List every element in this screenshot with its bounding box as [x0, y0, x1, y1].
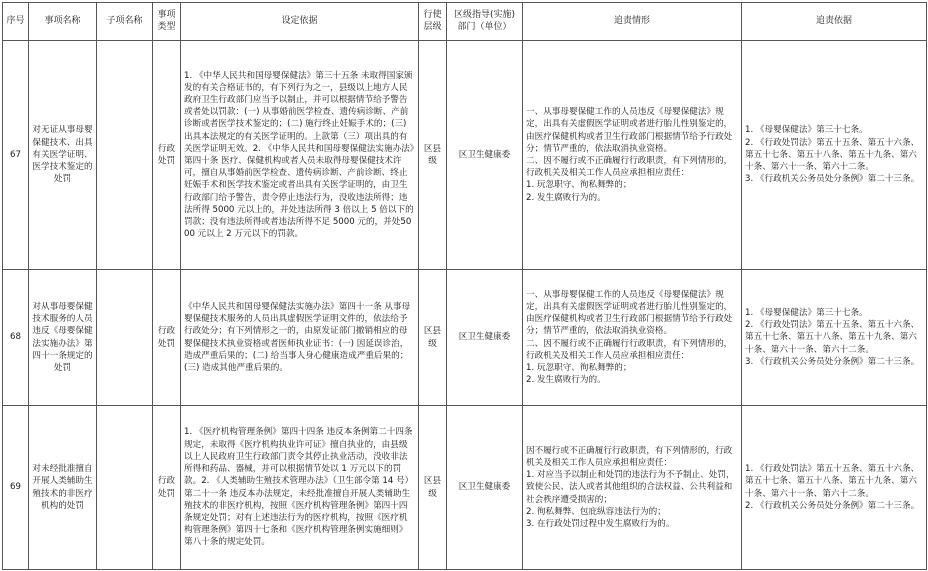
- row-liability-basis: [742, 270, 927, 406]
- liability-table: [2, 2, 927, 570]
- row-liability-basis: [742, 41, 927, 270]
- row-basis: 1. 《医疗机构管理条例》第四十四条 违反本条例第二十四条规定，未取得《医疗机构执业许可证》擅自执业的，由县级以上人民政府卫生行政部门责令其停止执业活动，没收非法所得和药品、器械，并可以根据情节处以 1 万元以下的罚款。2. 《人类辅助生殖技术管理办法》（卫生部令第 14 号）第二十一条 违反本办法规定，未经批准擅自开展人类辅助生殖技术的非医疗机构，按照《医疗机构管理条例》第四十四条规定处罚；对有上述违法行为的医疗机构，按照《医疗机构管理条例》第四十七条和《医疗机构管理条例实施细则》第八十条的规定处罚。: [181, 406, 419, 570]
- header-sub-item: 子项名称: [97, 3, 153, 41]
- liability-line: 2. 徇私舞弊、包庇纵容违法行为的；: [526, 506, 666, 517]
- row-index: 67: [3, 41, 29, 270]
- basis-line: 1. 《行政处罚法》第五十五条、第五十六条、第五十七条、第五十八条、第五十九条、第六十条、第六十一条、第六十二条。: [745, 464, 920, 499]
- liability-line: 2. 发生腐败行为的。: [526, 192, 606, 203]
- liability-line: 一、从事母婴保健工作的人员违反《母婴保健法》规定，出具有关虚假医学证明或者进行胎儿性别鉴定的，由医疗保健机构或者卫生行政部门根据情节给予行政处分；情节严重的，依法取消执业资格。: [526, 289, 733, 337]
- basis-line: 3. 《行政机关公务员处分条例》第二十三条。: [745, 174, 920, 185]
- table-row: [3, 270, 927, 406]
- header-basis: 设定依据: [181, 3, 419, 41]
- row-item-name: 对无证从事母婴保健技术、出具有关医学证明、医学技术鉴定的处罚: [29, 41, 97, 270]
- row-index: 69: [3, 406, 29, 570]
- liability-line: 1. 对应当予以制止和处罚的违法行为不予制止、处罚，致使公民、法人或者其他组织的合法权益、公共利益和社会秩序遭受损害的；: [526, 470, 735, 505]
- table-row: [3, 41, 927, 270]
- liability-line: 1. 玩忽职守、徇私舞弊的；: [526, 180, 632, 191]
- row-liability: [523, 41, 742, 270]
- header-row: [3, 3, 927, 41]
- basis-line: 1. 《母婴保健法》第三十七条。: [745, 125, 868, 136]
- row-dept: 区卫生健康委: [447, 41, 523, 270]
- row-sub-item: [97, 406, 153, 570]
- liability-line: 2. 发生腐败行为的。: [526, 375, 606, 386]
- header-dept: 区级指导(实施)部门（单位）: [447, 3, 523, 41]
- row-sub-item: [97, 270, 153, 406]
- row-item-type: 行政处罚: [153, 270, 181, 406]
- basis-line: 2. 《行政机关公务员处分条例》第二十三条。: [745, 500, 920, 511]
- row-basis: 《中华人民共和国母婴保健法实施办法》第四十一条 从事母婴保健技术服务的人员出具虚假医学证明文件的，依法给予行政处分；有下列情形之一的，由原发证部门撤销相应的母婴保健技术执业资格或者医师执业证书：(一) 因延误诊治，造成严重后果的；(二) 给当事人身心健康造成严重后果的；(三) 造成其他严重后果的。: [181, 270, 419, 406]
- row-item-name: 对从事母婴保健技术服务的人员违反《母婴保健法实施办法》第四十一条规定的处罚: [29, 270, 97, 406]
- basis-line: 1. 《母婴保健法》第三十七条。: [745, 307, 868, 318]
- table-row: [3, 406, 927, 570]
- liability-line: 二、因不履行或不正确履行行政职责，有下列情形的，行政机关及相关工作人员应承担相应责任：: [526, 156, 733, 179]
- row-index: 68: [3, 270, 29, 406]
- liability-line: 一、从事母婴保健工作的人员违反《母婴保健法》规定，出具有关虚假医学证明或者进行胎儿性别鉴定的，由医疗保健机构或者卫生行政部门根据情节给予行政处分；情节严重的，依法取消执业资格。: [526, 107, 733, 154]
- liability-line: 3. 在行政处罚过程中发生腐败行为的。: [526, 519, 675, 529]
- basis-line: 3. 《行政机关公务员处分条例》第二十三条。: [745, 356, 920, 367]
- header-liability-basis: 追责依据: [742, 3, 927, 41]
- header-liability: 追责情形: [523, 3, 742, 41]
- row-sub-item: [97, 41, 153, 270]
- row-item-name: 对未经批准擅自开展人类辅助生殖技术的非医疗机构的处罚: [29, 406, 97, 570]
- liability-line: 二、因不履行或不正确履行行政职责，有下列情形的，行政机关及相关工作人员应承担相应责任：: [526, 338, 733, 361]
- row-level: 区县级: [419, 270, 447, 406]
- row-liability-basis: [742, 406, 927, 570]
- basis-line: 2. 《行政处罚法》第五十五条、第五十六条、第五十七条、第五十八条、第五十九条、第六十条、第六十一条、第六十二条。: [745, 320, 920, 355]
- basis-line: 2. 《行政处罚法》第五十五条、第五十六条、第五十七条、第五十八条、第五十九条、第六十条、第六十一条、第六十二条。: [745, 137, 920, 173]
- row-item-type: 行政处罚: [153, 41, 181, 270]
- header-item-type: 事项类型: [153, 3, 181, 41]
- row-level: 区县级: [419, 41, 447, 270]
- row-dept: 区卫生健康委: [447, 406, 523, 570]
- row-liability: [523, 406, 742, 570]
- row-liability: [523, 270, 742, 406]
- header-item-name: 事项名称: [29, 3, 97, 41]
- row-level: 区县级: [419, 406, 447, 570]
- liability-line: 1. 玩忽职守、徇私舞弊的；: [526, 362, 632, 373]
- row-basis: 1. 《中华人民共和国母婴保健法》第三十五条 未取得国家颁发的有关合格证书的，有下列行为之一，县级以上地方人民政府卫生行政部门应当予以制止，并可以根据情节给予警告或者处以罚款：(一) 从事婚前医学检查、遗传病诊断、产前诊断或者医学技术鉴定的；(二) 施行终止妊娠手术的；(三) 出具本法规定的有关医学证明的。上款第（三）项出具的有关医学证明无效。2. 《中华人民共和国母婴保健法实施办法》第四十条 医疗、保健机构或者人员未取得母婴保健技术许可，擅自从事婚前医学检查、遗传病诊断、产前诊断、终止妊娠手术和医学技术鉴定或者出具有关医学证明的，由卫生行政部门给予警告，责令停止违法行为，没收违法所得；违法所得 5000 元以上的，并处违法所得 3 倍以上 5 倍以下的罚款；没有违法所得或者违法所得不足 5000 元的，并处5000 元以上 2 万元以下的罚款。: [181, 41, 419, 270]
- row-dept: 区卫生健康委: [447, 270, 523, 406]
- header-level: 行使层级: [419, 3, 447, 41]
- header-index: 序号: [3, 3, 29, 41]
- liability-line: 因不履行或不正确履行行政职责，有下列情形的，行政机关及相关工作人员应承担相应责任：: [526, 445, 733, 468]
- row-item-type: 行政处罚: [153, 406, 181, 570]
